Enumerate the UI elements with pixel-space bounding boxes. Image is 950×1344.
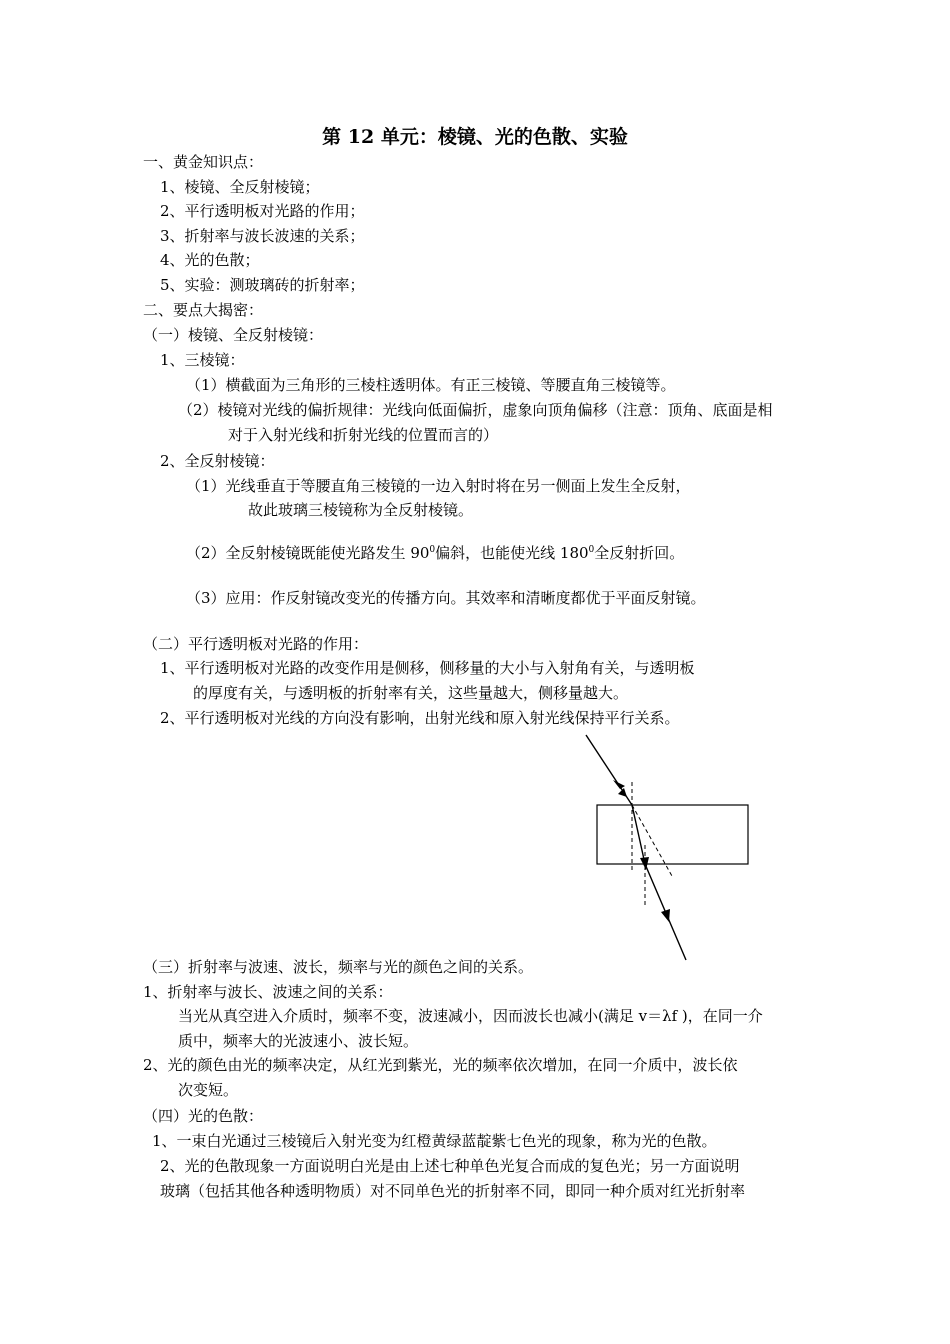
- section-heading-key-points: 二、要点大揭密：: [143, 301, 264, 319]
- subsection-heading-refraction: （三）折射率与波速、波长，频率与光的颜色之间的关系。: [143, 958, 534, 976]
- paragraph: （1）光线垂直于等腰直角三棱镜的一边入射时将在另一侧面上发生全反射，: [186, 477, 691, 495]
- paragraph: 1、折射率与波长、波速之间的关系：: [143, 983, 393, 1001]
- paragraph: 的厚度有关，与透明板的折射率有关，这些量越大，侧移量越大。: [193, 684, 629, 702]
- list-item: 1、棱镜、全反射棱镜；: [160, 178, 320, 196]
- paragraph: 故此玻璃三棱镜称为全反射棱镜。: [248, 501, 474, 519]
- glass-plate: [597, 805, 748, 864]
- superscript: 0: [429, 545, 436, 555]
- paragraph: 2、光的颜色由光的频率决定，从红光到紫光，光的频率依次增加，在同一介质中，波长依: [143, 1056, 738, 1074]
- extended-incident-ray: [632, 805, 672, 876]
- list-item: 5、实验：测玻璃砖的折射率；: [160, 276, 365, 294]
- list-item: 4、光的色散；: [160, 251, 260, 269]
- arrow-head: [661, 909, 670, 922]
- paragraph: 玻璃（包括其他各种透明物质）对不同单色光的折射率不同，即同一种介质对红光折射率: [160, 1182, 746, 1200]
- list-item: 3、折射率与波长波速的关系；: [160, 227, 365, 245]
- text: 全反射折回。: [594, 544, 685, 562]
- subsection-heading-plate: （二）平行透明板对光路的作用：: [143, 635, 369, 653]
- paragraph: 1、一束白光通过三棱镜后入射光变为红橙黄绿蓝靛紫七色光的现象，称为光的色散。: [152, 1132, 717, 1150]
- paragraph: （3）应用：作反射镜改变光的传播方向。其效率和清晰度都优于平面反射镜。: [186, 589, 706, 607]
- paragraph: 2、平行透明板对光线的方向没有影响，出射光线和原入射光线保持平行关系。: [160, 709, 680, 727]
- paragraph: 1、平行透明板对光路的改变作用是侧移，侧移量的大小与入射角有关，与透明板: [160, 659, 695, 677]
- paragraph: （1）横截面为三角形的三棱柱透明体。有正三棱镜、等腰直角三棱镜等。: [186, 376, 676, 394]
- subsection-heading-prism: （一）棱镜、全反射棱镜：: [143, 326, 324, 344]
- paragraph: 次变短。: [178, 1081, 239, 1099]
- paragraph: 2、光的色散现象一方面说明白光是由上述七种单色光复合而成的复色光；另一方面说明: [160, 1157, 740, 1175]
- paragraph: 当光从真空进入介质时，频率不变，波速减小，因而波长也减小(满足 v＝λf )，在同一介: [178, 1007, 763, 1025]
- paragraph: 对于入射光线和折射光线的位置而言的）: [228, 426, 499, 444]
- paragraph-heading: 2、全反射棱镜：: [160, 452, 275, 470]
- page-title: 第 12 单元：棱镜、光的色散、实验: [322, 126, 628, 148]
- arrow-head: [613, 780, 625, 789]
- paragraph: （2）棱镜对光线的偏折规律：光线向低面偏折，虚象向顶角偏移（注意：顶角、底面是相: [178, 401, 773, 419]
- list-item: 2、平行透明板对光路的作用；: [160, 202, 365, 220]
- paragraph-heading: 1、三棱镜：: [160, 351, 245, 369]
- paragraph: 质中，频率大的光波速小、波长短。: [178, 1032, 419, 1050]
- subsection-heading-dispersion: （四）光的色散：: [143, 1107, 264, 1125]
- section-heading-knowledge: 一、黄金知识点：: [143, 153, 264, 171]
- superscript: 0: [588, 545, 595, 555]
- text: 偏斜，也能使光线 180: [435, 544, 589, 562]
- text: （2）全反射棱镜既能使光路发生 90: [186, 544, 430, 562]
- refracted-ray: [632, 805, 645, 864]
